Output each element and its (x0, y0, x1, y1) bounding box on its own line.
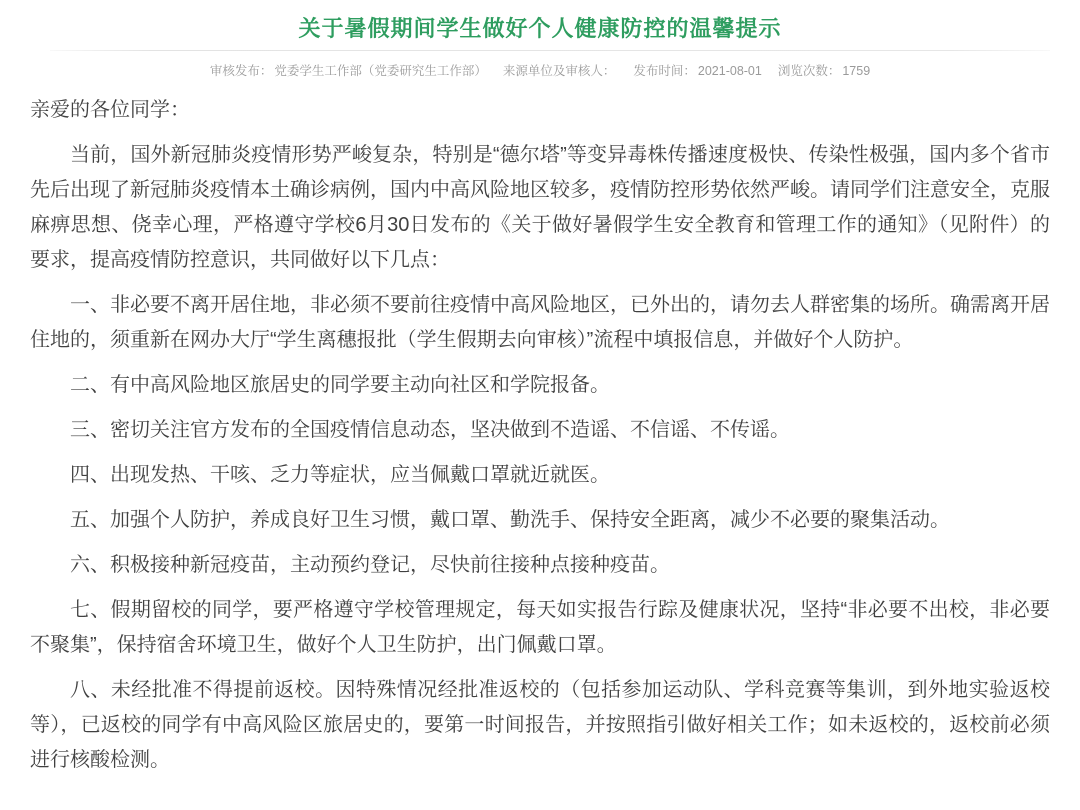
paragraph-item-6: 六、积极接种新冠疫苗，主动预约登记，尽快前往接种点接种疫苗。 (70, 554, 670, 576)
paragraph-item-5: 五、加强个人防护，养成良好卫生习惯，戴口罩、勤洗手、保持安全距离，减少不必要的聚集活动。 (70, 509, 950, 531)
page-title: 关于暑假期间学生做好个人健康防控的温馨提示 (298, 16, 782, 41)
meta-publish-value: 2021-08-01 (697, 64, 762, 78)
meta-review-value: 党委学生工作部（党委研究生工作部） (274, 64, 487, 78)
paragraph-item-3: 三、密切关注官方发布的全国疫情信息动态，坚决做到不造谣、不信谣、不传谣。 (70, 419, 790, 441)
paragraph-item-8: 八、未经批准不得提前返校。因特殊情况经批准返校的（包括参加运动队、学科竞赛等集训，到外地实验返校等），已返校的同学有中高风险区旅居史的，要第一时间报告，并按照指引做好相关工作；如未返校的，返校前必须进行核酸检测。 (30, 679, 1050, 771)
meta-publish-label: 发布时间： (633, 64, 696, 78)
meta-row (0, 62, 1080, 80)
notice-body (30, 93, 1050, 778)
meta-source-label: 来源单位及审核人： (502, 64, 616, 78)
paragraph-item-1: 一、非必要不离开居住地，非必须不要前往疫情中高风险地区，已外出的，请勿去人群密集的场所。确需离开居住地的，须重新在网办大厅“学生离穗报批（学生假期去向审核）”流程中填报信息，并做好个人防护。 (30, 294, 1050, 351)
meta-publish-time (633, 62, 761, 80)
title-divider (50, 50, 1050, 51)
paragraph-item-4: 四、出现发热、干咳、乏力等症状，应当佩戴口罩就近就医。 (70, 464, 610, 486)
paragraph-item-7: 七、假期留校的同学，要严格遵守学校管理规定，每天如实报告行踪及健康状况，坚持“非必要不出校，非必要不聚集”，保持宿舍环境卫生，做好个人卫生防护，出门佩戴口罩。 (30, 599, 1050, 656)
meta-views-label: 浏览次数： (777, 64, 841, 78)
paragraph-intro: 当前，国外新冠肺炎疫情形势严峻复杂，特别是“德尔塔”等变异毒株传播速度极快、传染性极强，国内多个省市先后出现了新冠肺炎疫情本土确诊病例，国内中高风险地区较多，疫情防控形势依然严峻。请同学们注意安全，克服麻痹思想、侥幸心理，严格遵守学校6月30日发布的《关于做好暑假学生安全教育和管理工作的通知》（见附件）的要求，提高疫情防控意识，共同做好以下几点： (30, 144, 1050, 271)
meta-view-count (778, 62, 870, 80)
meta-review-publisher (210, 62, 487, 80)
salutation: 亲爱的各位同学： (30, 99, 190, 121)
notice-page (0, 14, 1080, 810)
meta-views-value: 1759 (842, 64, 871, 78)
paragraph-item-2: 二、有中高风险地区旅居史的同学要主动向社区和学院报备。 (70, 374, 610, 396)
meta-source-unit (503, 62, 618, 80)
meta-review-label: 审核发布： (209, 64, 273, 78)
